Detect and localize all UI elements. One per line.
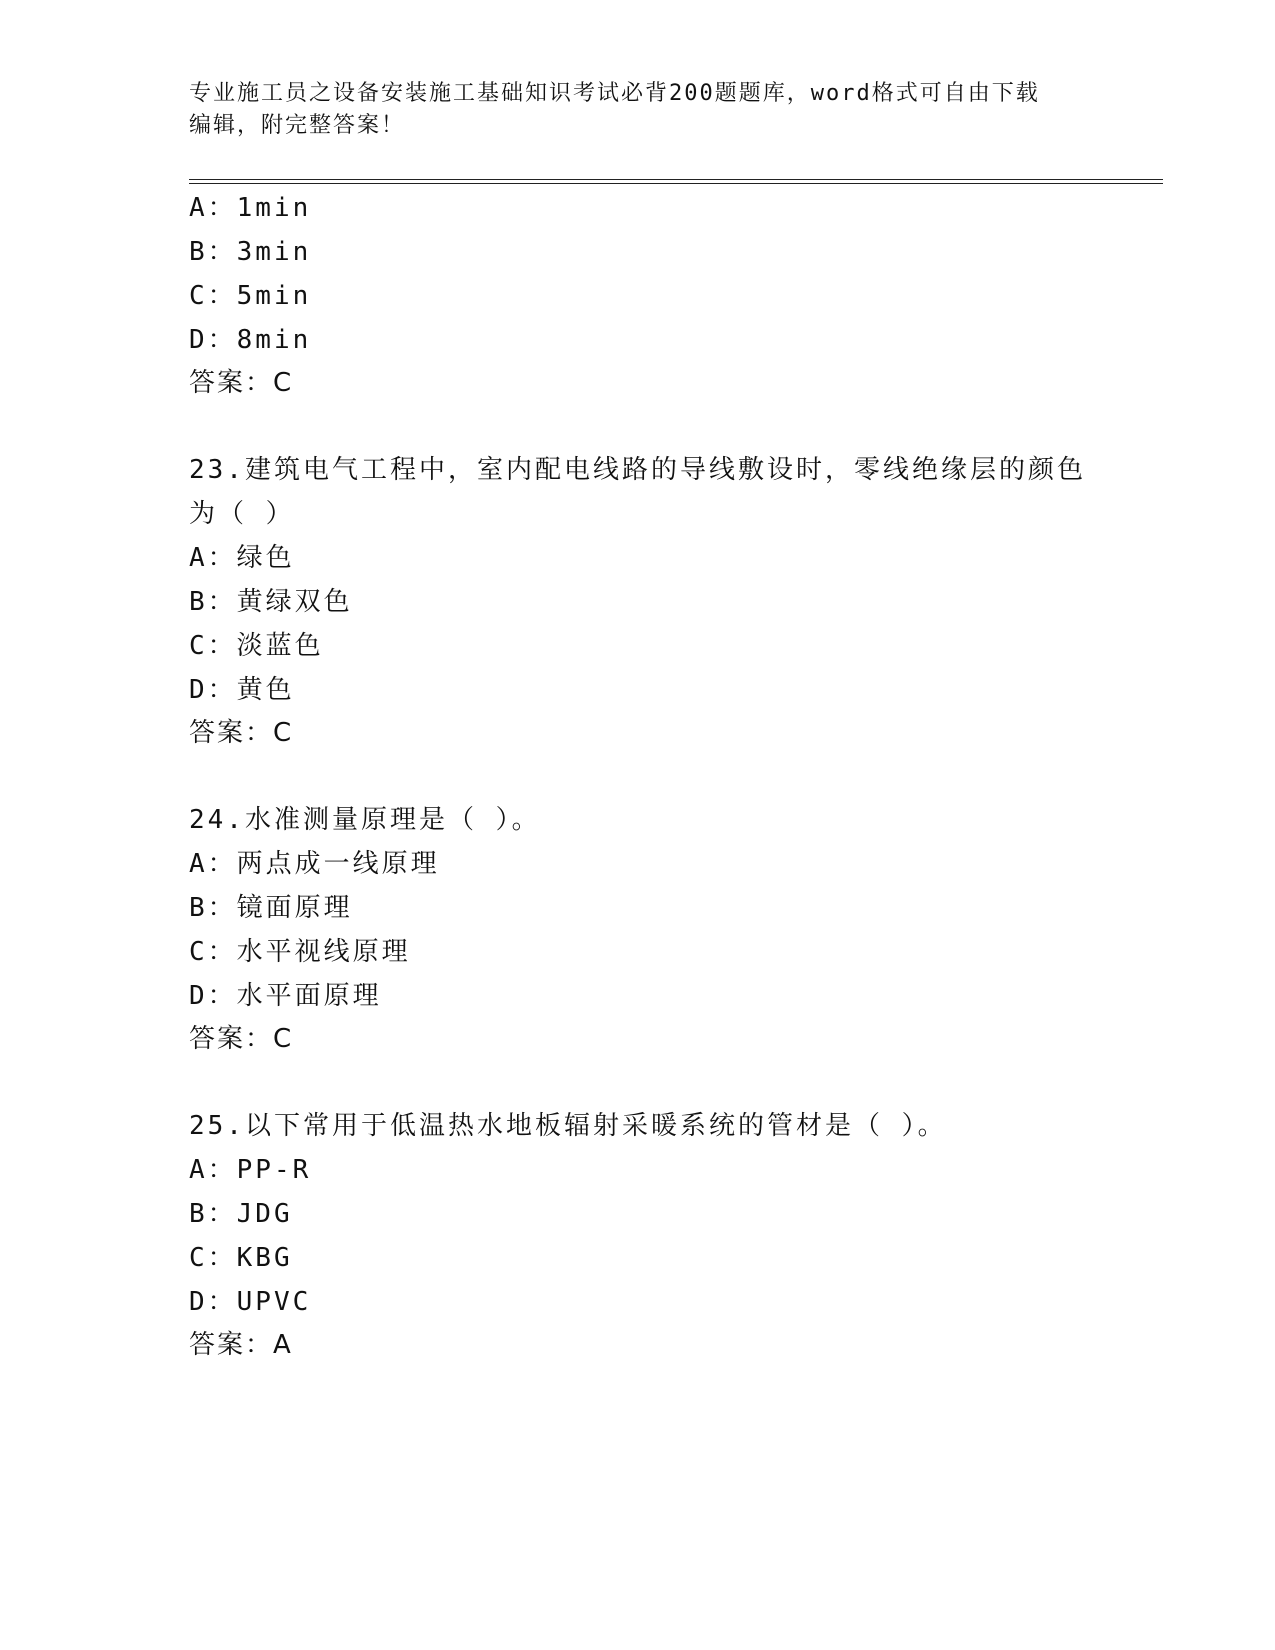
- q23-option-b: B：黄绿双色: [189, 587, 353, 617]
- q23-option-c: C：淡蓝色: [189, 631, 324, 661]
- q24-answer: 答案：C: [189, 1024, 294, 1054]
- q24-option-d: D：水平面原理: [189, 981, 382, 1011]
- header-divider-top: [189, 179, 1163, 180]
- q22-option-b: B：3min: [189, 237, 312, 267]
- q25-option-c: C：KBG: [189, 1243, 293, 1273]
- q22-option-a: A：1min: [189, 193, 312, 223]
- q23-option-d: D：黄色: [189, 675, 295, 705]
- q23-stem-line-1: 23.建筑电气工程中，室内配电线路的导线敷设时，零线绝缘层的颜色: [189, 455, 1086, 485]
- q22-answer: 答案：C: [189, 368, 294, 398]
- q24-stem: 24.水准测量原理是（ ）。: [189, 805, 541, 835]
- q23-answer: 答案：C: [189, 718, 294, 748]
- q24-option-c: C：水平视线原理: [189, 937, 411, 967]
- q23-stem-line-2: 为（ ）: [189, 499, 295, 529]
- document-title-line-1: 专业施工员之设备安装施工基础知识考试必背200题题库，word格式可自由下载: [189, 81, 1040, 106]
- q25-stem: 25.以下常用于低温热水地板辐射采暖系统的管材是（ ）。: [189, 1111, 947, 1141]
- q25-option-b: B：JDG: [189, 1199, 293, 1229]
- header-divider-bottom: [189, 183, 1163, 184]
- q25-option-d: D：UPVC: [189, 1287, 312, 1317]
- q25-option-a: A：PP-R: [189, 1155, 312, 1185]
- q24-option-b: B：镜面原理: [189, 893, 353, 923]
- q22-option-c: C：5min: [189, 281, 312, 311]
- document-title-line-2: 编辑，附完整答案！: [189, 113, 406, 138]
- q24-option-a: A：两点成一线原理: [189, 849, 440, 879]
- q25-answer: 答案：A: [189, 1330, 293, 1360]
- q23-option-a: A：绿色: [189, 543, 295, 573]
- q22-option-d: D：8min: [189, 325, 312, 355]
